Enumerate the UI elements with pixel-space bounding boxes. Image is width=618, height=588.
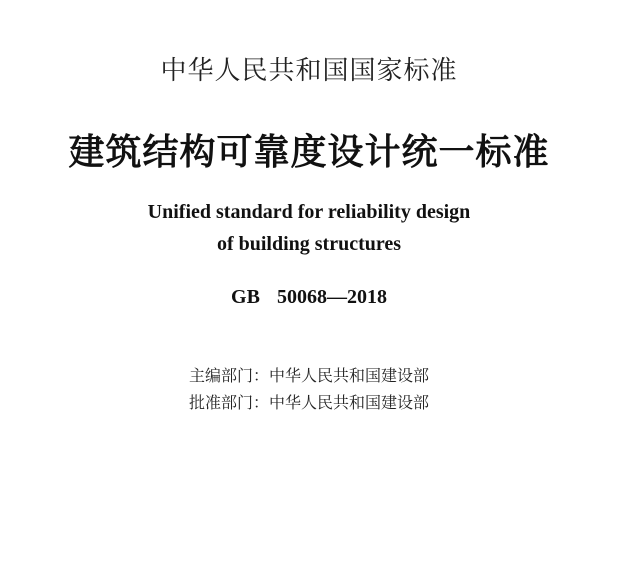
document-title-english-line-1: Unified standard for reliability design: [147, 201, 471, 223]
national-standard-heading: 中华人民共和国国家标准: [160, 56, 458, 86]
approval-department: 批准部门：中华人民共和国建设部: [188, 393, 429, 412]
standard-number: GB 50068—2018: [231, 286, 387, 308]
document-title-english-line-2: of building structures: [216, 233, 402, 255]
document-title-chinese: 建筑结构可靠度设计统一标准: [68, 132, 550, 173]
chief-editor-department: 主编部门：中华人民共和国建设部: [188, 366, 429, 385]
